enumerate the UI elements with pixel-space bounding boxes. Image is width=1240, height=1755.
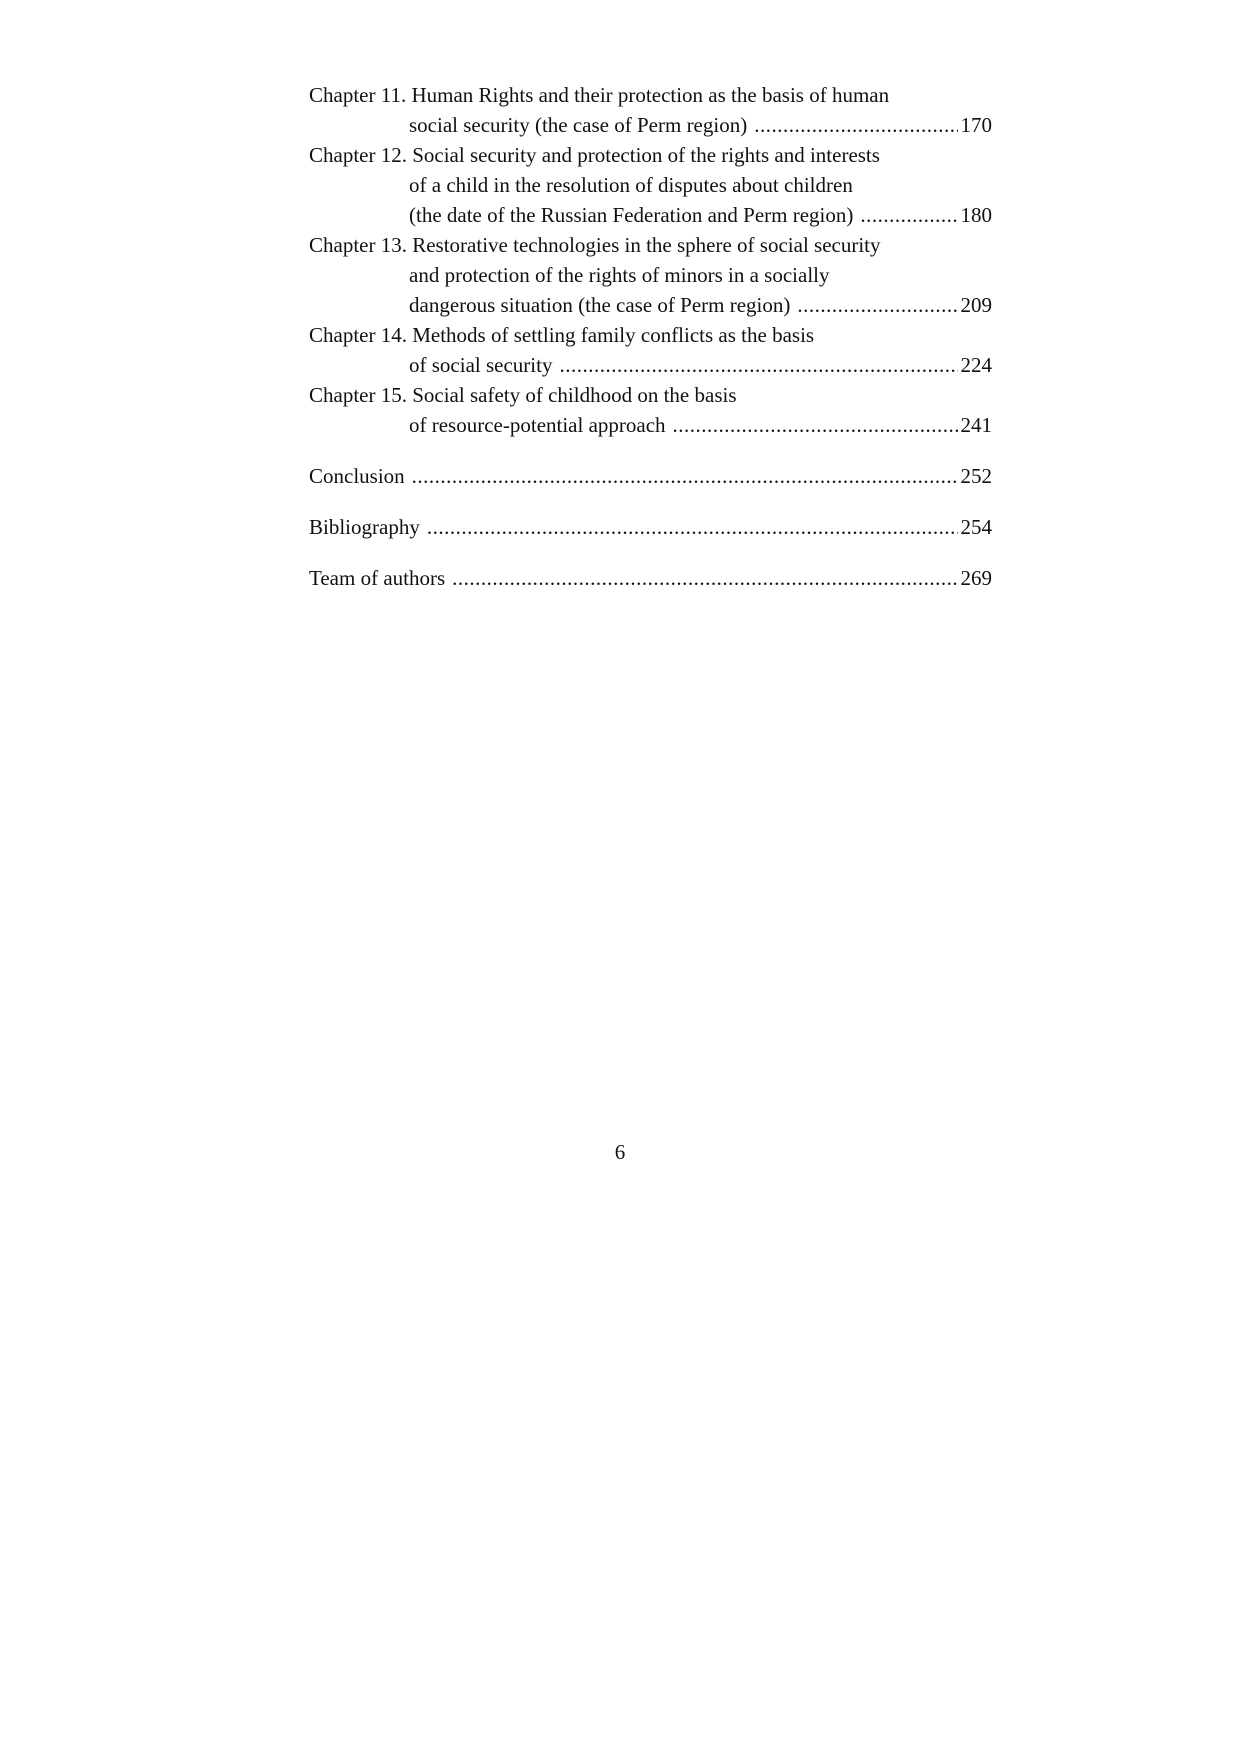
- toc-entry-chapter-13[interactable]: [309, 230, 992, 320]
- toc-entry-last-line: [309, 563, 992, 593]
- toc-entry-last-line: [309, 410, 992, 440]
- toc-entry-last-line: [309, 200, 992, 230]
- dot-leader: [559, 350, 957, 380]
- dot-leader: [860, 200, 957, 230]
- toc-entry-title: Chapter 15. Social safety of childhood on the basis: [309, 383, 737, 407]
- toc-entry-title-line: [309, 380, 992, 410]
- toc-entry-title-line: [309, 140, 992, 170]
- toc-page-number: 224: [960, 353, 992, 377]
- toc-entry-title: (the date of the Russian Federation and Perm region): [409, 203, 854, 227]
- toc-entry-title: and protection of the rights of minors in a socially: [409, 263, 830, 287]
- toc-entry-bibliography[interactable]: [309, 512, 992, 542]
- toc-entry-title-line: [309, 170, 992, 200]
- toc-entry-title: Bibliography: [309, 515, 420, 539]
- toc-entry-last-line: [309, 290, 992, 320]
- toc-page-number: 209: [960, 293, 992, 317]
- toc-entry-conclusion[interactable]: [309, 461, 992, 491]
- toc-entry-chapter-11[interactable]: [309, 80, 992, 140]
- toc-entry-title-line: [309, 320, 992, 350]
- toc-entry-team-of-authors[interactable]: [309, 563, 992, 593]
- dot-leader: [452, 563, 957, 593]
- toc-entry-title: of resource-potential approach: [409, 413, 666, 437]
- toc-entry-title: Chapter 14. Methods of settling family conflicts as the basis: [309, 323, 815, 347]
- toc-page-number: 180: [960, 203, 992, 227]
- dot-leader: [427, 512, 958, 542]
- toc-entry-title: Team of authors: [309, 566, 446, 590]
- page-number: 6: [614, 1140, 626, 1164]
- dot-leader: [754, 110, 957, 140]
- toc-entry-chapter-14[interactable]: [309, 320, 992, 380]
- toc-entry-title: Conclusion: [309, 464, 405, 488]
- toc-entry-last-line: [309, 512, 992, 542]
- dot-leader: [673, 410, 958, 440]
- toc-entry-title-line: [309, 260, 992, 290]
- toc-page-number: 252: [960, 464, 992, 488]
- toc-entry-chapter-12[interactable]: [309, 140, 992, 230]
- toc-entry-last-line: [309, 110, 992, 140]
- toc-entry-title: dangerous situation (the case of Perm region): [409, 293, 791, 317]
- toc-page-number: 269: [960, 566, 992, 590]
- table-of-contents: [309, 80, 992, 593]
- toc-entry-title-line: [309, 230, 992, 260]
- toc-page-number: 170: [960, 113, 992, 137]
- dot-leader: [412, 461, 958, 491]
- toc-entry-title: of social security: [409, 353, 553, 377]
- toc-page-number: 254: [960, 515, 992, 539]
- toc-entry-last-line: [309, 350, 992, 380]
- toc-page-number: 241: [960, 413, 992, 437]
- toc-entry-last-line: [309, 461, 992, 491]
- toc-entry-title: Chapter 12. Social security and protection of the rights and interests: [309, 143, 880, 167]
- toc-entry-title: social security (the case of Perm region): [409, 113, 748, 137]
- toc-entry-title-line: [309, 80, 992, 110]
- toc-entry-title: Chapter 13. Restorative technologies in the sphere of social security: [309, 233, 881, 257]
- toc-entry-title: of a child in the resolution of disputes about children: [409, 173, 853, 197]
- toc-entry-chapter-15[interactable]: [309, 380, 992, 440]
- toc-entry-title: Chapter 11. Human Rights and their protection as the basis of human: [309, 83, 890, 107]
- dot-leader: [797, 290, 957, 320]
